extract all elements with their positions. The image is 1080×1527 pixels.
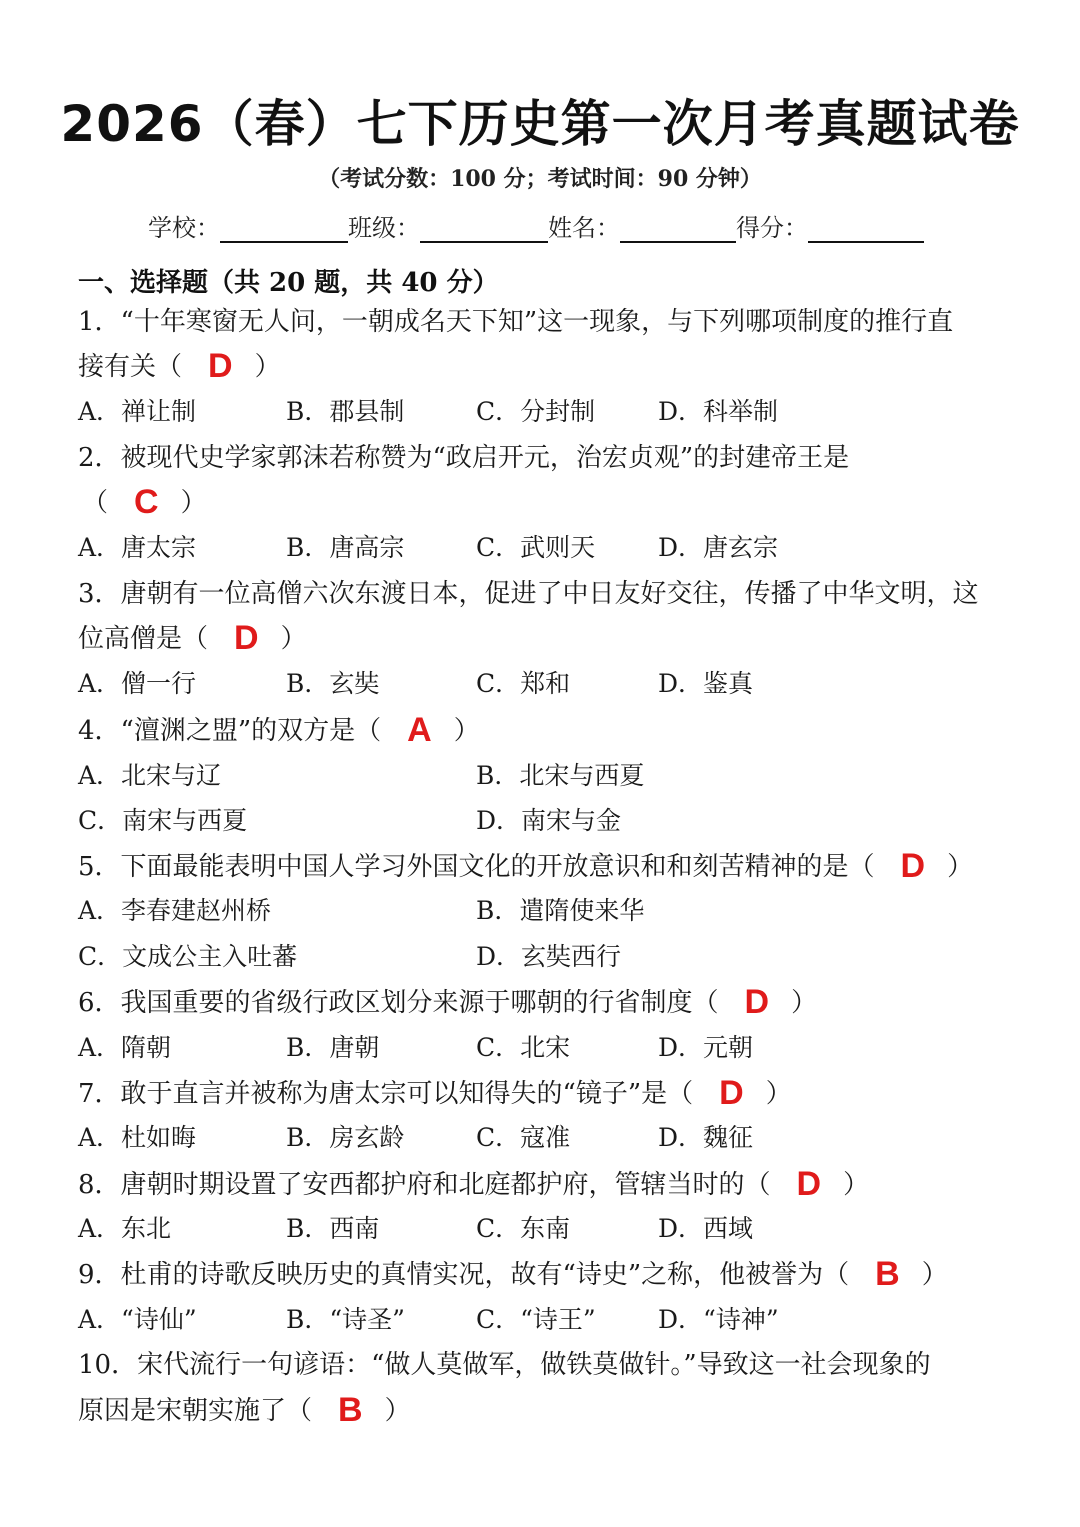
option: C．北宋 bbox=[476, 1033, 571, 1062]
question-3-line2: 位高僧是（ D ） bbox=[78, 619, 307, 657]
answer-mark: D bbox=[719, 1074, 744, 1112]
option: D．魏征 bbox=[658, 1123, 754, 1152]
question-10-line1: 10．宋代流行一句谚语：“做人莫做军，做铁莫做针。”导致这一社会现象的 bbox=[78, 1350, 931, 1380]
option: D．“诗神” bbox=[658, 1305, 779, 1334]
option: C．分封制 bbox=[476, 397, 596, 426]
option: B．郡县制 bbox=[286, 397, 405, 426]
option: D．科举制 bbox=[658, 397, 779, 426]
score-blank bbox=[808, 215, 924, 243]
answer-mark: D bbox=[208, 347, 233, 385]
option: A．隋朝 bbox=[78, 1033, 172, 1062]
option: B．唐高宗 bbox=[286, 533, 405, 562]
question-9-line1: 9．杜甫的诗歌反映历史的真情实况，故有“诗史”之称，他被誉为（ B ） bbox=[78, 1255, 948, 1293]
option: D．玄奘西行 bbox=[476, 942, 622, 971]
class-label: 班级： bbox=[348, 214, 420, 242]
answer-mark: D bbox=[796, 1165, 822, 1203]
option: C．寇准 bbox=[476, 1123, 571, 1152]
score-label: 得分： bbox=[736, 214, 808, 242]
question-5-line1: 5．下面最能表明中国人学习外国文化的开放意识和和刻苦精神的是（ D ） bbox=[78, 847, 974, 885]
option: C．文成公主入吐蕃 bbox=[78, 942, 298, 971]
option: C．南宋与西夏 bbox=[78, 806, 248, 835]
option: B．房玄龄 bbox=[286, 1123, 405, 1152]
question-8-line1: 8．唐朝时期设置了安西都护府和北庭都护府，管辖当时的（ D ） bbox=[78, 1165, 870, 1203]
school-blank bbox=[220, 215, 348, 243]
name-blank bbox=[620, 215, 736, 243]
class-blank bbox=[420, 215, 548, 243]
school-label: 学校： bbox=[148, 214, 220, 242]
option: C．东南 bbox=[476, 1214, 571, 1243]
exam-subtitle: （考试分数：100 分；考试时间：90 分钟） bbox=[318, 166, 762, 192]
student-info-row bbox=[148, 208, 924, 243]
option: A．东北 bbox=[78, 1214, 172, 1243]
answer-mark: A bbox=[407, 711, 432, 749]
question-1-line2: 接有关（ D ） bbox=[78, 347, 281, 385]
option: A．杜如晦 bbox=[78, 1123, 197, 1152]
option: A．李春建赵州桥 bbox=[78, 896, 272, 925]
option: A．北宋与辽 bbox=[78, 761, 222, 790]
option: D．元朝 bbox=[658, 1033, 754, 1062]
question-3-line1: 3．唐朝有一位高僧六次东渡日本，促进了中日友好交往，传播了中华文明，这 bbox=[78, 579, 979, 609]
option: D．鉴真 bbox=[658, 669, 754, 698]
option: C．郑和 bbox=[476, 669, 571, 698]
answer-mark: B bbox=[875, 1255, 900, 1293]
option: A．唐太宗 bbox=[78, 533, 197, 562]
question-2-line2: （ C ） bbox=[82, 483, 207, 521]
question-2-line1: 2．被现代史学家郭沫若称赞为“政启开元，治宏贞观”的封建帝王是 bbox=[78, 443, 850, 473]
option: D．唐玄宗 bbox=[658, 533, 779, 562]
question-6-line1: 6．我国重要的省级行政区划分来源于哪朝的行省制度（ D ） bbox=[78, 983, 818, 1021]
answer-mark: D bbox=[900, 847, 926, 885]
section-title: 一、选择题（共 20 题，共 40 分） bbox=[78, 268, 499, 298]
question-4-line1: 4．“澶渊之盟”的双方是（ A ） bbox=[78, 711, 480, 749]
option: B．唐朝 bbox=[286, 1033, 380, 1062]
option: A．禅让制 bbox=[78, 397, 197, 426]
option: C．“诗王” bbox=[476, 1305, 596, 1334]
question-1-line1: 1．“十年寒窗无人问，一朝成名天下知”这一现象，与下列哪项制度的推行直 bbox=[78, 307, 954, 337]
option: A．僧一行 bbox=[78, 669, 197, 698]
question-7-line1: 7．敢于直言并被称为唐太宗可以知得失的“镜子”是（ D ） bbox=[78, 1074, 792, 1112]
answer-mark: C bbox=[134, 483, 159, 521]
answer-mark: D bbox=[744, 983, 770, 1021]
option: B．北宋与西夏 bbox=[476, 761, 645, 790]
option: D．西域 bbox=[658, 1214, 754, 1243]
option: C．武则天 bbox=[476, 533, 596, 562]
option: B．玄奘 bbox=[286, 669, 380, 698]
name-label: 姓名： bbox=[548, 214, 620, 242]
option: B．西南 bbox=[286, 1214, 380, 1243]
option: D．南宋与金 bbox=[476, 806, 622, 835]
answer-mark: D bbox=[234, 619, 259, 657]
question-10-line2: 原因是宋朝实施了（ B ） bbox=[78, 1391, 411, 1429]
option: A．“诗仙” bbox=[78, 1305, 197, 1334]
option: B．遣隋使来华 bbox=[476, 896, 645, 925]
answer-mark: B bbox=[338, 1391, 363, 1429]
option: B．“诗圣” bbox=[286, 1305, 405, 1334]
exam-title: 2026（春）七下历史第一次月考真题试卷 bbox=[60, 95, 1020, 153]
